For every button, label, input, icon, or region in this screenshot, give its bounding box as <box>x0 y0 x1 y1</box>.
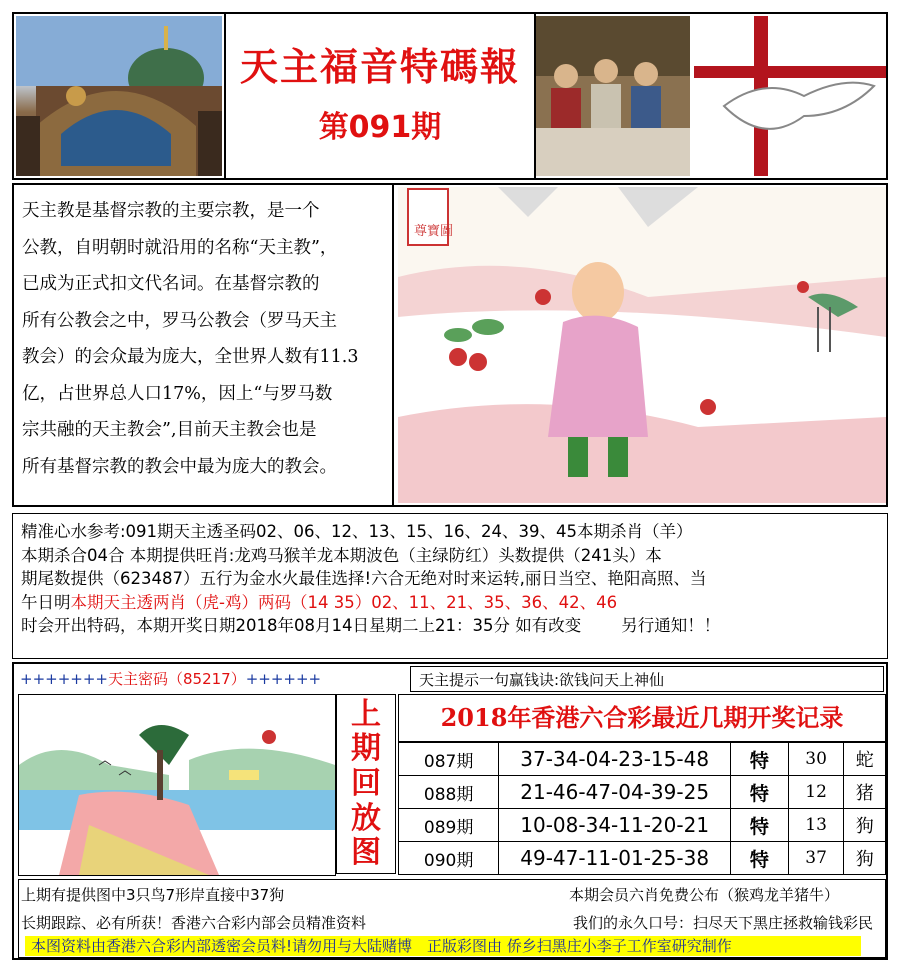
tips-text: 另行通知！！ <box>621 616 721 635</box>
last-issue-picture <box>18 694 336 876</box>
treasure-illustration <box>398 187 886 503</box>
divider <box>392 185 394 505</box>
header-panel <box>12 12 888 180</box>
table-row <box>399 809 886 842</box>
tips-line: 期尾数提供（623487）五行为金水火最佳选择!六合无绝对时来运转,丽日当空、艳阳高照、当 <box>21 569 707 588</box>
footer-text: 我们的永久口号：扫尽天下黑庄拯救输钱彩民 <box>572 914 873 932</box>
footer-highlight: 本图资料由香港六合彩内部透密会员料!请勿用与大陆赌博 正版彩图由 侨乡扫黑庄小李子工作室研究制作 <box>25 936 861 956</box>
tips-line: 本期杀合04合 本期提供旺肖:龙鸡马猴羊龙本期波色（主绿防红）头数提供（241头）本 <box>21 545 662 565</box>
period-cell: 088期 <box>399 776 499 809</box>
zodiac-cell: 狗 <box>844 809 886 842</box>
footer-text: 上期有提供图中3只鸟7形岸直接中37狗 <box>21 886 285 904</box>
intro-line: 所有基督宗教的教会中最为庞大的教会。 <box>22 456 337 477</box>
review-char: 回 <box>351 765 381 801</box>
footer-text: 长期跟踪、必有所获！香港六合彩内部会员精准资料 <box>21 914 367 932</box>
issue-number: 第091期 <box>318 110 442 145</box>
tips-text: 午日明 <box>21 592 71 612</box>
secret-code <box>20 668 321 689</box>
review-char: 期 <box>351 731 381 767</box>
footer-box <box>18 879 886 958</box>
intro-line: 亿，占世界总人口17%，因上“与罗马数 <box>22 383 333 404</box>
special-number-cell: 12 <box>788 776 844 809</box>
numbers-cell: 37-34-04-23-15-48 <box>499 743 731 776</box>
special-label-cell: 特 <box>731 809 789 842</box>
cross-dove-image <box>694 16 886 176</box>
review-char: 放 <box>351 800 381 836</box>
special-label-cell: 特 <box>731 776 789 809</box>
records-title: 2018年香港六合彩最近几期开奖记录 <box>398 694 886 742</box>
church-image <box>16 16 222 176</box>
tips-line <box>21 591 883 615</box>
special-number-cell: 30 <box>788 743 844 776</box>
review-char: 图 <box>351 835 381 871</box>
zodiac-cell: 猪 <box>844 776 886 809</box>
intro-line: 已成为正式扣文代名词。在基督宗教的 <box>22 274 320 294</box>
badge-text: 尊寶圖 <box>414 224 454 239</box>
tips-highlight: 本期天主透两肖（虎-鸡）两码（14 35）02、11、21、35、36、42、46 <box>70 592 618 612</box>
table-row <box>399 743 886 776</box>
period-cell: 087期 <box>399 743 499 776</box>
table-row <box>399 776 886 809</box>
table-row <box>399 842 886 875</box>
secret-suffix: ++++++ <box>245 670 322 688</box>
tips-panel <box>12 513 888 659</box>
records-table <box>398 742 886 875</box>
numbers-cell: 10-08-34-11-20-21 <box>499 809 731 842</box>
intro-line: 公教，自明朝时就沿用的名称“天主教”， <box>22 237 338 258</box>
intro-paragraph <box>22 193 384 485</box>
review-label <box>336 694 396 874</box>
secret-prefix: +++++++ <box>20 670 108 688</box>
footer-text: 本期会员六肖免费公布（猴鸡龙羊猪牛） <box>568 886 839 904</box>
review-char: 上 <box>351 696 381 732</box>
intro-panel <box>12 183 888 507</box>
special-label-cell: 特 <box>731 743 789 776</box>
intro-line: 天主教是基督宗教的主要宗教，是一个 <box>22 201 320 221</box>
title-block <box>224 14 536 178</box>
period-cell: 090期 <box>399 842 499 875</box>
numbers-cell: 49-47-11-01-25-38 <box>499 842 731 875</box>
intro-line: 教会）的会众最为庞大，全世界人数有11.3 <box>22 347 359 367</box>
period-cell: 089期 <box>399 809 499 842</box>
special-number-cell: 37 <box>788 842 844 875</box>
zodiac-cell: 狗 <box>844 842 886 875</box>
tips-line: 精准心水参考:091期天主透圣码02、06、12、13、15、16、24、39、45本期杀肖（羊） <box>21 522 693 541</box>
intro-line: 所有公教会之中，罗马公教会（罗马天主 <box>22 310 337 331</box>
zodiac-cell: 蛇 <box>844 743 886 776</box>
special-label-cell: 特 <box>731 842 789 875</box>
page-title: 天主福音特碼報 <box>239 45 520 89</box>
last-supper-painting <box>536 16 690 176</box>
special-number-cell: 13 <box>788 809 844 842</box>
bottom-panel <box>12 662 888 960</box>
secret-label: 天主密码（85217） <box>107 670 246 688</box>
hint-box: 天主提示一句赢钱诀:欲钱问天上神仙 <box>410 666 884 692</box>
numbers-cell: 21-46-47-04-39-25 <box>499 776 731 809</box>
tips-text: 时会开出特码，本期开奖日期2018年08月14日星期二上21：35分 如有改变 <box>21 616 582 635</box>
intro-line: 宗共融的天主教会”,目前天主教会也是 <box>22 420 317 440</box>
tips-line <box>21 614 883 638</box>
